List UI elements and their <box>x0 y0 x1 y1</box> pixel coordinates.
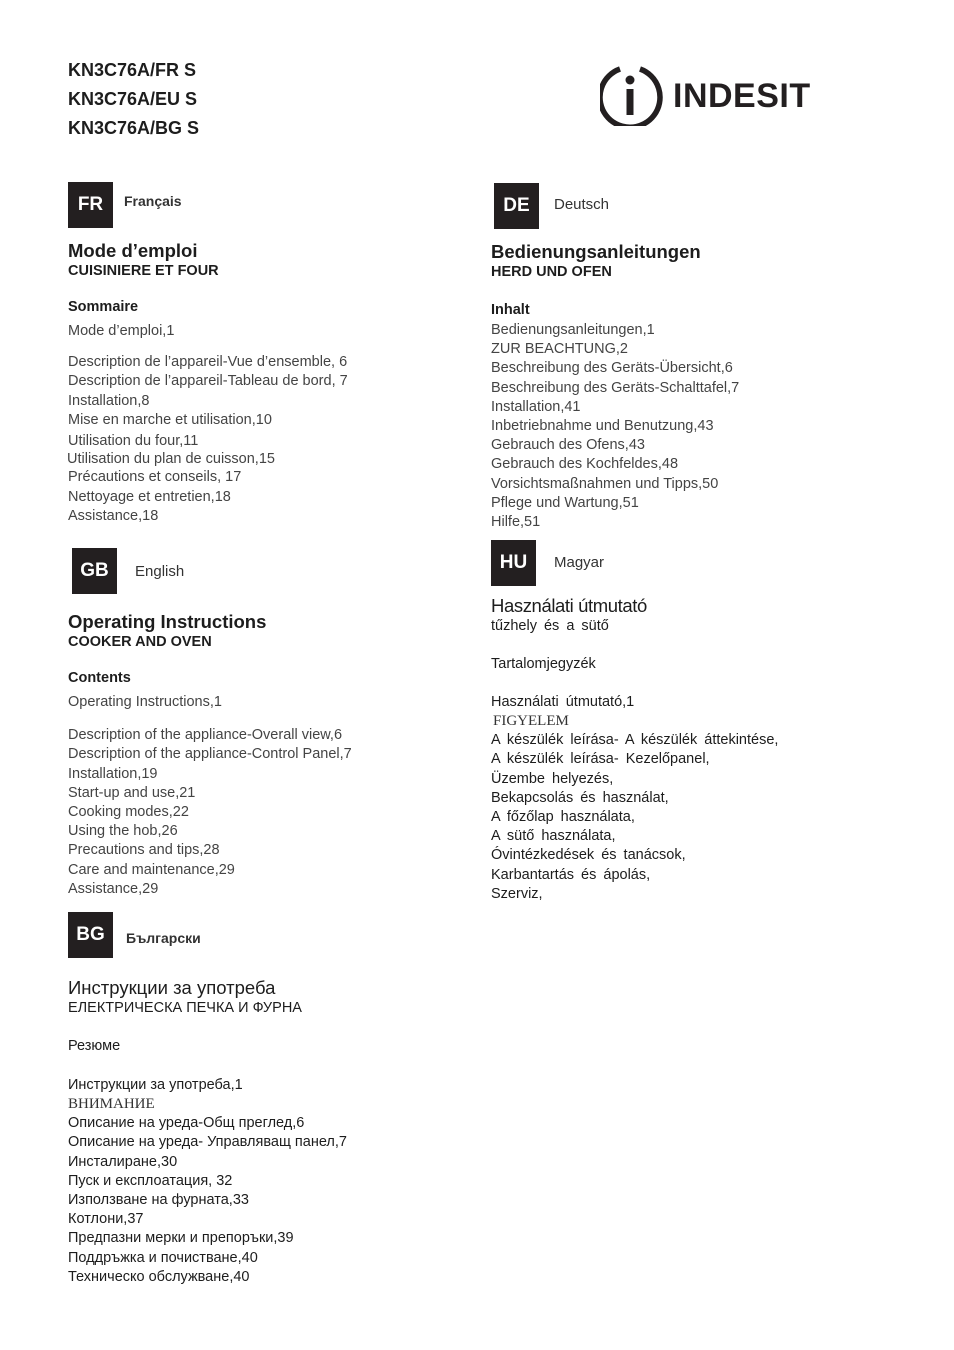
language-badge-fr: FR <box>68 182 113 228</box>
manual-title: Bedienungsanleitungen <box>491 241 701 262</box>
toc-item: Óvintézkedések és tanácsok, <box>491 847 686 864</box>
language-badge-hu: HU <box>491 540 536 586</box>
toc-item: Précautions et conseils, 17 <box>68 469 242 486</box>
toc-item: Mode d’emploi,1 <box>68 323 175 339</box>
toc-item: ZUR BEACHTUNG,2 <box>491 341 628 358</box>
toc-item: A készülék leírása- A készülék áttekintése, <box>491 732 779 749</box>
manual-subtitle: tűzhely és a sütő <box>491 618 609 634</box>
toc-item: Mise en marche et utilisation,10 <box>68 411 272 428</box>
language-name: Magyar <box>554 554 605 571</box>
logo-wordmark: INDESIT <box>673 77 811 115</box>
manual-title: Operating Instructions <box>68 611 267 632</box>
toc-heading: Contents <box>68 670 131 686</box>
toc-item: Поддръжка и почистване,40 <box>68 1249 258 1266</box>
manual-title: Инструкции за употреба <box>68 977 276 998</box>
toc-item: Pflege und Wartung,51 <box>491 494 639 511</box>
toc-item: Description of the appliance-Control Panel,7 <box>68 746 352 763</box>
language-badge-gb: GB <box>72 548 117 594</box>
manual-subtitle: COOKER AND OVEN <box>68 634 212 650</box>
toc-item: Пуск и експлоатация, 32 <box>68 1172 233 1189</box>
toc-item: Inbetriebnahme und Benutzung,43 <box>491 418 714 435</box>
language-name: Български <box>126 930 201 946</box>
toc-item: Котлони,37 <box>68 1211 144 1228</box>
manual-subtitle: HERD UND OFEN <box>491 264 612 280</box>
toc-item: Üzembe helyezés, <box>491 770 614 787</box>
model-list <box>68 56 199 143</box>
toc-item: Használati útmutató,1 <box>491 694 635 710</box>
toc-item: Care and maintenance,29 <box>68 861 235 878</box>
toc-item: Szerviz, <box>491 885 543 902</box>
toc-item: Gebrauch des Ofens,43 <box>491 437 645 454</box>
model-number: KN3C76A/EU S <box>68 89 198 109</box>
model-number: KN3C76A/FR S <box>68 60 197 80</box>
toc-item: Bekapcsolás és használat, <box>491 789 669 806</box>
toc-heading: Резюме <box>68 1038 121 1054</box>
model-number: KN3C76A/BG S <box>68 118 200 138</box>
language-badge-de: DE <box>494 183 539 229</box>
notice-label: FIGYELEM <box>493 713 569 730</box>
toc-item: Operating Instructions,1 <box>68 694 222 710</box>
toc-item: Използване на фурната,33 <box>68 1192 249 1209</box>
toc-item: Hilfe,51 <box>491 514 541 531</box>
toc-item: Using the hob,26 <box>68 823 178 840</box>
toc-item: Техническо обслужване,40 <box>68 1268 250 1285</box>
toc-item: Nettoyage et entretien,18 <box>68 488 231 505</box>
manual-subtitle: ЕЛЕКТРИЧЕСКА ПЕЧКА И ФУРНА <box>68 1000 302 1016</box>
toc-item: Cooking modes,22 <box>68 804 189 821</box>
toc-item: Assistance,18 <box>68 507 159 524</box>
language-badge-bg: BG <box>68 912 113 958</box>
toc-item: A sütő használata, <box>491 828 616 845</box>
toc-item: Installation,41 <box>491 398 581 415</box>
toc-item: Start-up and use,21 <box>68 784 196 801</box>
manual-subtitle: CUISINIERE ET FOUR <box>68 263 219 279</box>
toc-item: Gebrauch des Kochfeldes,48 <box>491 456 679 473</box>
toc-item: Utilisation du four,11 <box>68 433 199 450</box>
manual-title: Mode d’emploi <box>68 240 198 261</box>
section-fr <box>68 182 468 526</box>
toc-item: Описание на уреда-Общ преглед,6 <box>68 1115 305 1132</box>
section-de <box>491 183 911 532</box>
toc-item: Предпазни мерки и препоръки,39 <box>68 1230 294 1247</box>
toc-item: Installation,19 <box>68 765 158 782</box>
section-gb <box>68 548 468 899</box>
language-name: Deutsch <box>554 196 610 213</box>
notice-label: ВНИМАНИЕ <box>68 1096 155 1113</box>
toc-heading: Sommaire <box>68 299 139 315</box>
toc-item: Precautions and tips,28 <box>68 842 220 859</box>
toc-item: Description of the appliance-Overall view,6 <box>68 727 343 744</box>
toc-item: A főzőlap használata, <box>491 809 635 826</box>
toc-item: Инсталиране,30 <box>68 1153 178 1170</box>
toc-item: Bedienungsanleitungen,1 <box>491 322 655 338</box>
toc-item: Assistance,29 <box>68 880 159 897</box>
toc-item: Описание на уреда- Управляващ панел,7 <box>68 1134 347 1151</box>
language-name: English <box>135 563 185 580</box>
indesit-logo-icon <box>600 69 660 126</box>
indesit-logo <box>600 60 832 126</box>
toc-item: Description de l’appareil-Tableau de bord, 7 <box>68 373 348 390</box>
toc-item: A készülék leírása- Kezelőpanel, <box>491 751 710 768</box>
toc-item: Utilisation du plan de cuisson,15 <box>67 451 275 468</box>
toc-item: Vorsichtsmaßnahmen und Tipps,50 <box>491 475 719 492</box>
toc-item: Beschreibung des Geräts-Übersicht,6 <box>491 360 733 377</box>
toc-item: Description de l’appareil-Vue d’ensemble, 6 <box>68 354 348 371</box>
toc-item: Инструкции за употреба,1 <box>68 1077 243 1093</box>
toc-item: Beschreibung des Geräts-Schalttafel,7 <box>491 379 740 396</box>
language-name: Français <box>124 193 182 209</box>
manual-title: Használati útmutató <box>491 595 647 616</box>
section-hu <box>491 540 911 904</box>
toc-item: Karbantartás és ápolás, <box>491 866 651 883</box>
toc-heading: Inhalt <box>491 302 530 318</box>
toc-heading: Tartalomjegyzék <box>491 656 596 672</box>
toc-item: Installation,8 <box>68 392 150 409</box>
section-bg <box>68 912 468 1287</box>
